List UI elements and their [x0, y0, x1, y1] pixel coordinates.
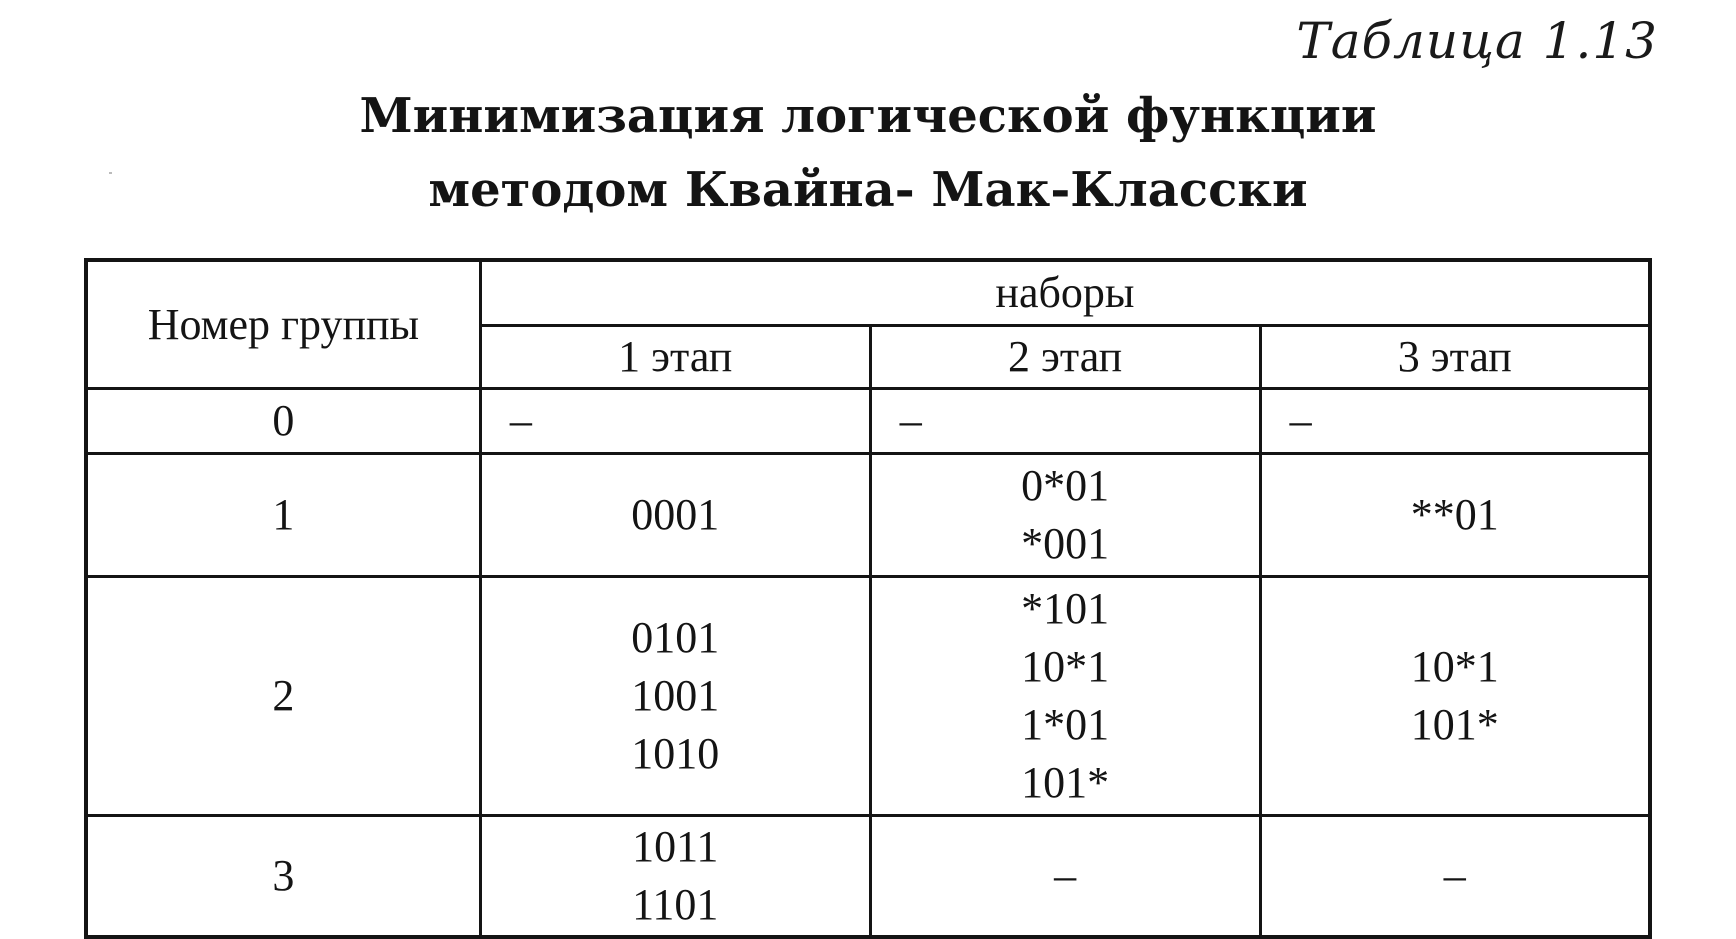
- stage-2-cell: [870, 389, 1260, 454]
- stage-3-cell: [1260, 454, 1650, 577]
- table-row-group-0: [86, 389, 1650, 454]
- group-number-cell: 0: [86, 389, 480, 454]
- stage-3-cell: [1260, 577, 1650, 816]
- stage-3-value: 10*1: [1410, 642, 1499, 691]
- stage-3-value: 101*: [1410, 700, 1499, 749]
- stage-1-cell: [480, 816, 870, 938]
- stage-2-cell: [870, 577, 1260, 816]
- stage-3-header: 3 этап: [1260, 326, 1650, 389]
- scan-speck: [109, 172, 112, 174]
- stage-2-value: –: [899, 396, 922, 445]
- stage-2-value: 10*1: [1021, 642, 1110, 691]
- stage-2-value: 101*: [1021, 758, 1110, 807]
- table-row-group-3: [86, 816, 1650, 938]
- group-number-cell: 2: [86, 577, 480, 816]
- stage-1-cell: [480, 577, 870, 816]
- sets-header: наборы: [480, 260, 1650, 326]
- stage-3-value: **01: [1410, 490, 1499, 539]
- stage-2-value: –: [1054, 851, 1077, 900]
- stage-2-value: 1*01: [1021, 700, 1110, 749]
- table-title-line-2: методом Квайна- Мак-Класски: [428, 162, 1308, 218]
- stage-3-cell: [1260, 389, 1650, 454]
- table-number-caption: Таблица 1.13: [1296, 12, 1658, 70]
- group-number-cell: 1: [86, 454, 480, 577]
- table-title-line-1: Минимизация логической функции: [359, 88, 1377, 144]
- group-number-cell: 3: [86, 816, 480, 938]
- group-number-header: Номер группы: [86, 260, 480, 389]
- stage-1-value: 1101: [632, 880, 719, 929]
- stage-2-cell: [870, 816, 1260, 938]
- stage-1-header: 1 этап: [480, 326, 870, 389]
- table-row-group-1: [86, 454, 1650, 577]
- stage-2-cell: [870, 454, 1260, 577]
- stage-2-header: 2 этап: [870, 326, 1260, 389]
- stage-3-cell: [1260, 816, 1650, 938]
- stage-1-cell: [480, 389, 870, 454]
- stage-2-value: *001: [1021, 519, 1110, 568]
- stage-3-value: –: [1289, 396, 1312, 445]
- stage-2-value: 0*01: [1021, 461, 1110, 510]
- stage-1-value: 0101: [631, 613, 720, 662]
- stage-1-value: 1001: [631, 671, 720, 720]
- stage-3-value: –: [1443, 851, 1466, 900]
- minimization-table: [84, 258, 1652, 939]
- stage-1-value: 1011: [632, 822, 719, 871]
- stage-1-value: 0001: [631, 490, 720, 539]
- table-header-row: [86, 260, 1650, 326]
- stage-1-value: 1010: [631, 729, 720, 778]
- stage-1-cell: [480, 454, 870, 577]
- stage-1-value: –: [509, 396, 532, 445]
- stage-2-value: *101: [1021, 584, 1110, 633]
- table-row-group-2: [86, 577, 1650, 816]
